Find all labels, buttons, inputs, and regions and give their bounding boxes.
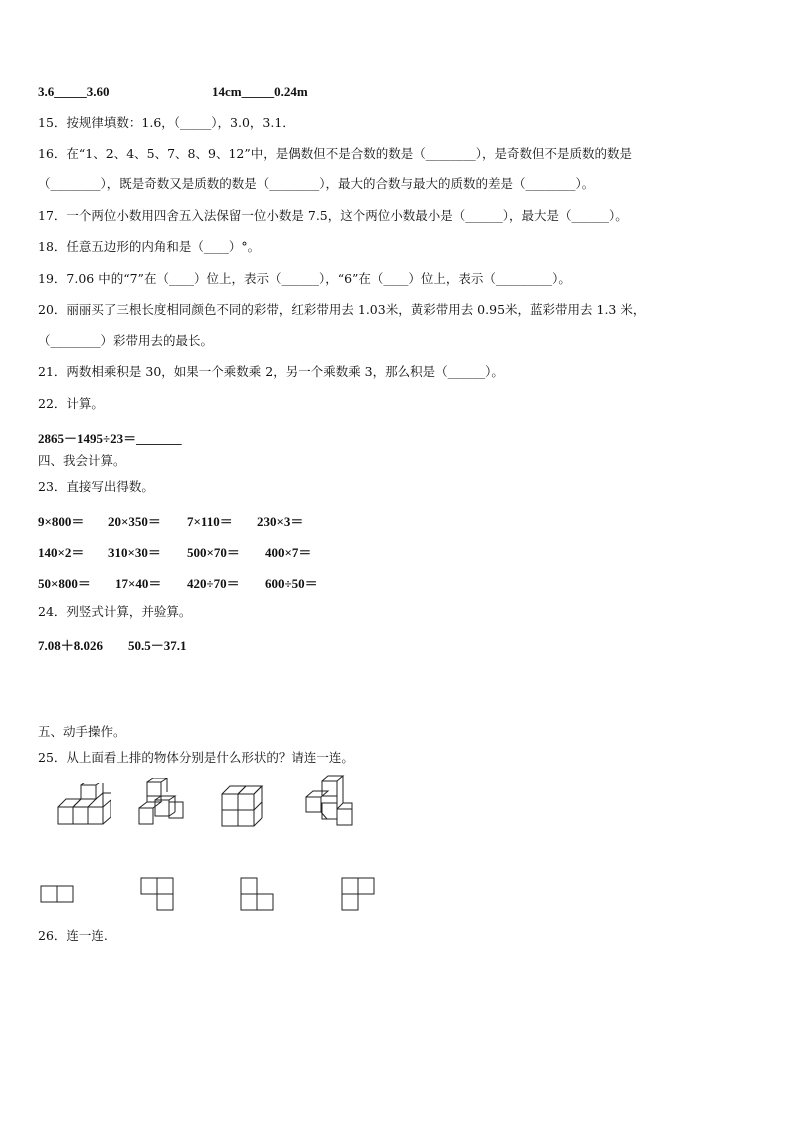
question-19: 19．7.06 中的“7”在（____）位上，表示（______），“6”在（____）位上，表示（_________）。 [38, 271, 571, 286]
question-22-expression: 2865－1495÷23＝_______ [38, 431, 182, 446]
calc-item: 600÷50＝ [265, 576, 318, 591]
calc-item: 9×800＝ [38, 514, 85, 529]
compare-right: 14cm_____0.24m [212, 84, 308, 99]
question-17: 17．一个两位小数用四舍五入法保留一位小数是 7.5，这个两位小数最小是（______），最大是（______）。 [38, 208, 628, 223]
top-view-shape-2 [139, 876, 177, 914]
calc-item: 17×40＝ [115, 576, 162, 591]
cube-figure-3 [220, 782, 268, 828]
calc-item: 310×30＝ [108, 545, 161, 560]
top-view-shape-1 [40, 884, 76, 906]
question-20-line1: 20．丽丽买了三根长度相同颜色不同的彩带，红彩带用去 1.03米，黄彩带用去 0.95米，蓝彩带用去 1.3 米， [38, 302, 646, 317]
calc-item: 7×110＝ [187, 514, 233, 529]
question-16-line2: （________），既是奇数又是质数的数是（________），最大的合数与最大的质数的差是（________）。 [38, 176, 595, 191]
compare-left: 3.6_____3.60 [38, 84, 110, 99]
question-24: 24．列竖式计算，并验算。 [38, 604, 192, 619]
cube-figure-1 [55, 783, 111, 827]
section-4-title: 四、我会计算。 [38, 453, 126, 468]
calc-item: 420÷70＝ [187, 576, 240, 591]
question-18: 18．任意五边形的内角和是（____）°。 [38, 239, 261, 254]
question-23: 23．直接写出得数。 [38, 479, 154, 494]
question-25: 25．从上面看上排的物体分别是什么形状的？请连一连。 [38, 750, 354, 765]
calc-item: 500×70＝ [187, 545, 240, 560]
question-21: 21．两数相乘积是 30，如果一个乘数乘 2，另一个乘数乘 3，那么积是（______）。 [38, 364, 504, 379]
calc-item: 230×3＝ [257, 514, 304, 529]
question-20-line2: （________）彩带用去的最长。 [38, 333, 214, 348]
calc-item: 50×800＝ [38, 576, 91, 591]
section-5-title: 五、动手操作。 [38, 724, 126, 739]
top-view-shape-3 [239, 876, 277, 914]
question-15: 15．按规律填数：1.6，（_____），3.0，3.1． [38, 115, 295, 130]
top-view-shape-4 [340, 876, 378, 914]
calc-item: 140×2＝ [38, 545, 85, 560]
question-16-line1: 16．在“1、2、4、5、7、8、9、12”中，是偶数但不是合数的数是（________），是奇数但不是质数的数是 [38, 146, 633, 161]
cube-figure-2 [135, 778, 187, 830]
cube-figure-4 [300, 775, 356, 829]
calc-item: 400×7＝ [265, 545, 312, 560]
question-24-expr-b: 50.5－37.1 [128, 638, 187, 653]
question-26: 26．连一连. [38, 928, 108, 943]
question-22: 22．计算。 [38, 396, 104, 411]
calc-item: 20×350＝ [108, 514, 161, 529]
question-24-expr-a: 7.08＋8.026 [38, 638, 104, 653]
